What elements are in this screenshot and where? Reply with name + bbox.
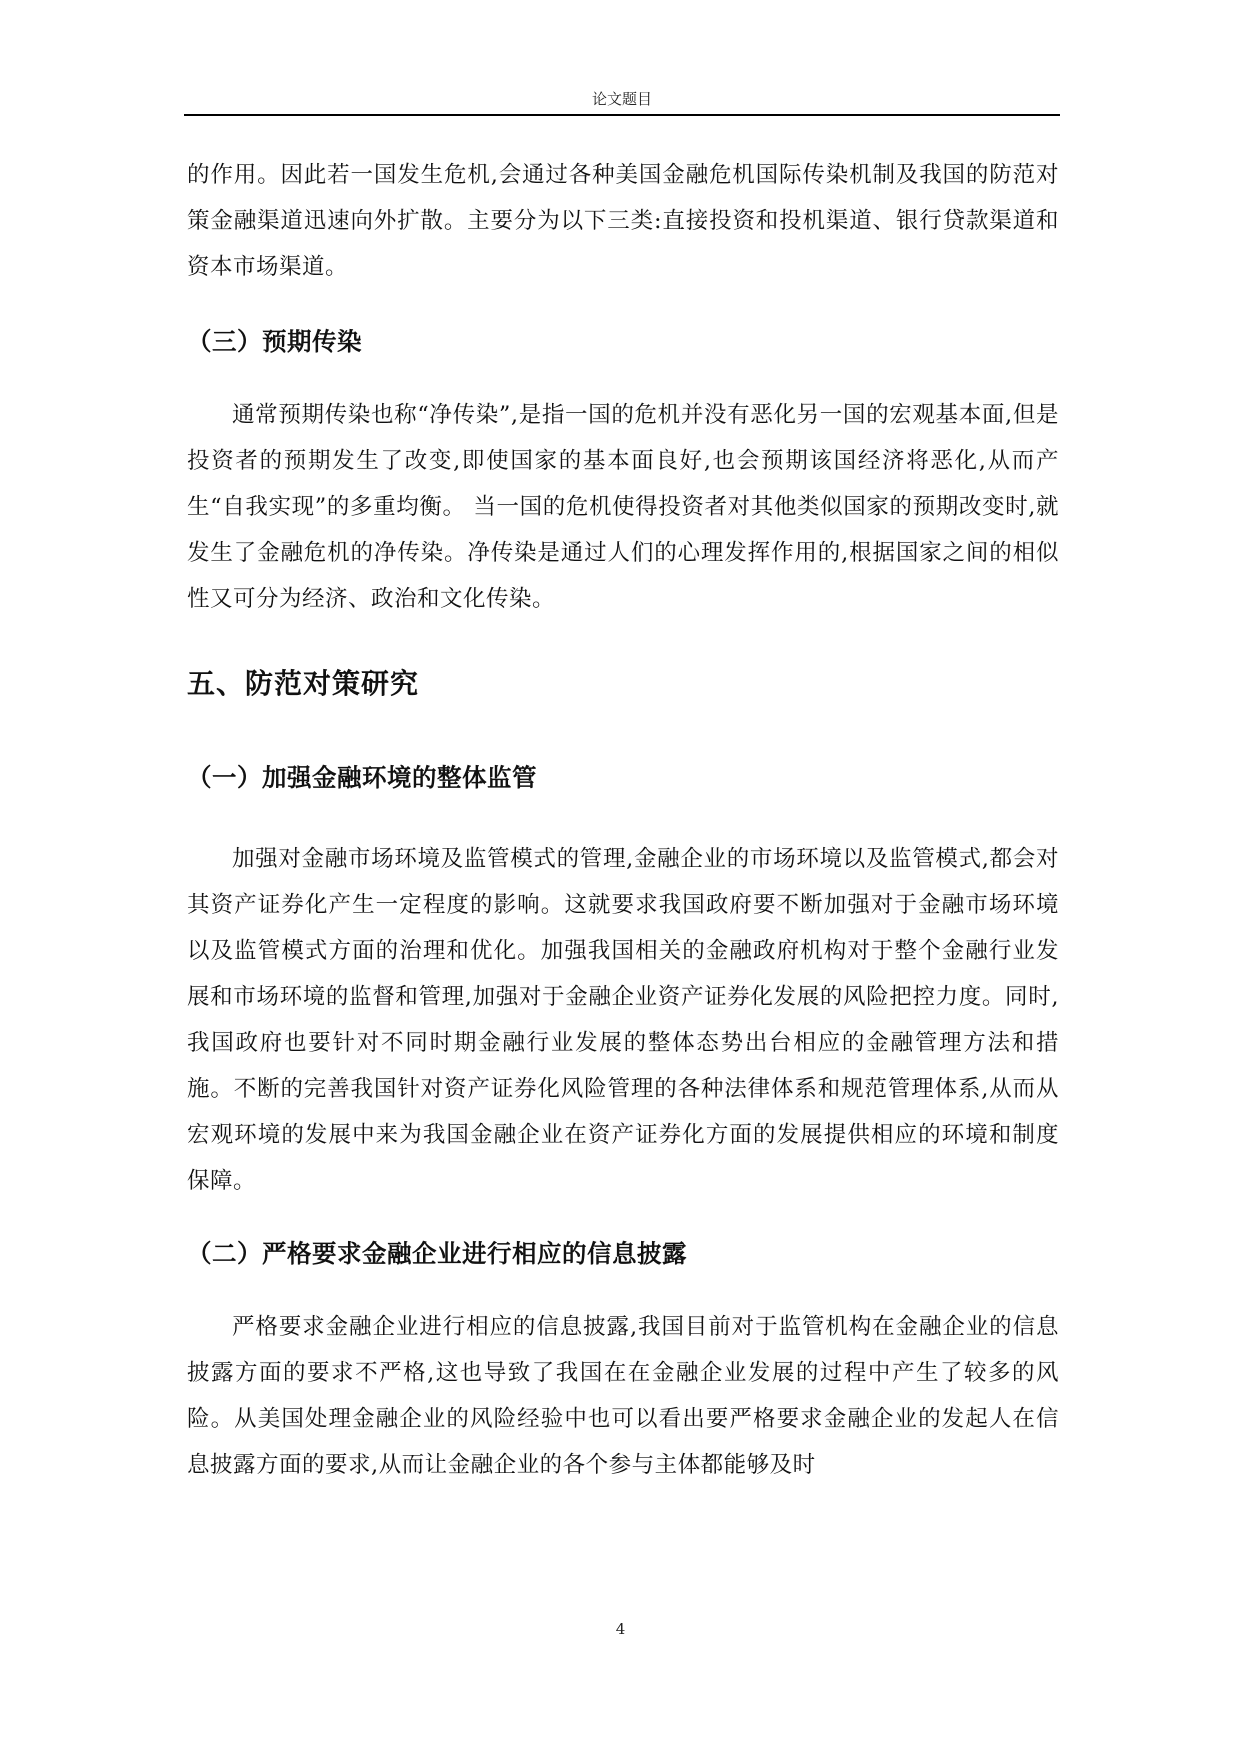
section-heading-prevention: 五、防范对策研究	[187, 667, 420, 700]
paragraph-channels: 的作用。因此若一国发生危机,会通过各种美国金融危机国际传染机制及我国的防范对策金融渠道迅速向外扩散。主要分为以下三类:直接投资和投机渠道、银行贷款渠道和资本市场渠道。	[187, 162, 1059, 280]
paragraph-overall-supervision: 加强对金融市场环境及监管模式的管理,金融企业的市场环境以及监管模式,都会对其资产证券化产生一定程度的影响。这就要求我国政府要不断加强对于金融市场环境以及监管模式方面的治理和优化。加强我国相关的金融政府机构对于整个金融行业发展和市场环境的监督和管理,加强对于金融企业资产证券化发展的风险把控力度。同时,我国政府也要针对不同时期金融行业发展的整体态势出台相应的金融管理方法和措施。不断的完善我国针对资产证券化风险管理的各种法律体系和规范管理体系,从而从宏观环境的发展中来为我国金融企业在资产证券化方面的发展提供相应的环境和制度保障。	[187, 846, 1059, 1194]
heading-information-disclosure: （二）严格要求金融企业进行相应的信息披露	[187, 1239, 687, 1268]
paragraph-information-disclosure: 严格要求金融企业进行相应的信息披露,我国目前对于监管机构在金融企业的信息披露方面的要求不严格,这也导致了我国在在金融企业发展的过程中产生了较多的风险。从美国处理金融企业的风险经验中也可以看出要严格要求金融企业的发起人在信息披露方面的要求,从而让金融企业的各个参与主体都能够及时	[187, 1314, 1059, 1478]
page-number: 4	[615, 1620, 626, 1638]
page-body	[187, 152, 1059, 1488]
header-divider	[184, 114, 1060, 116]
running-header: 论文题目	[591, 90, 652, 108]
heading-expected-contagion: （三）预期传染	[187, 327, 362, 356]
paragraph-expected-contagion: 通常预期传染也称“净传染”,是指一国的危机并没有恶化另一国的宏观基本面,但是投资者的预期发生了改变,即使国家的基本面良好,也会预期该国经济将恶化,从而产生“自我实现”的多重均衡。 当一国的危机使得投资者对其他类似国家的预期改变时,就发生了金融危机的净传染。净传染是通过人们的心理发挥作用的,根据国家之间的相似性又可分为经济、政治和文化传染。	[187, 402, 1059, 612]
heading-overall-supervision: （一）加强金融环境的整体监管	[187, 763, 537, 792]
